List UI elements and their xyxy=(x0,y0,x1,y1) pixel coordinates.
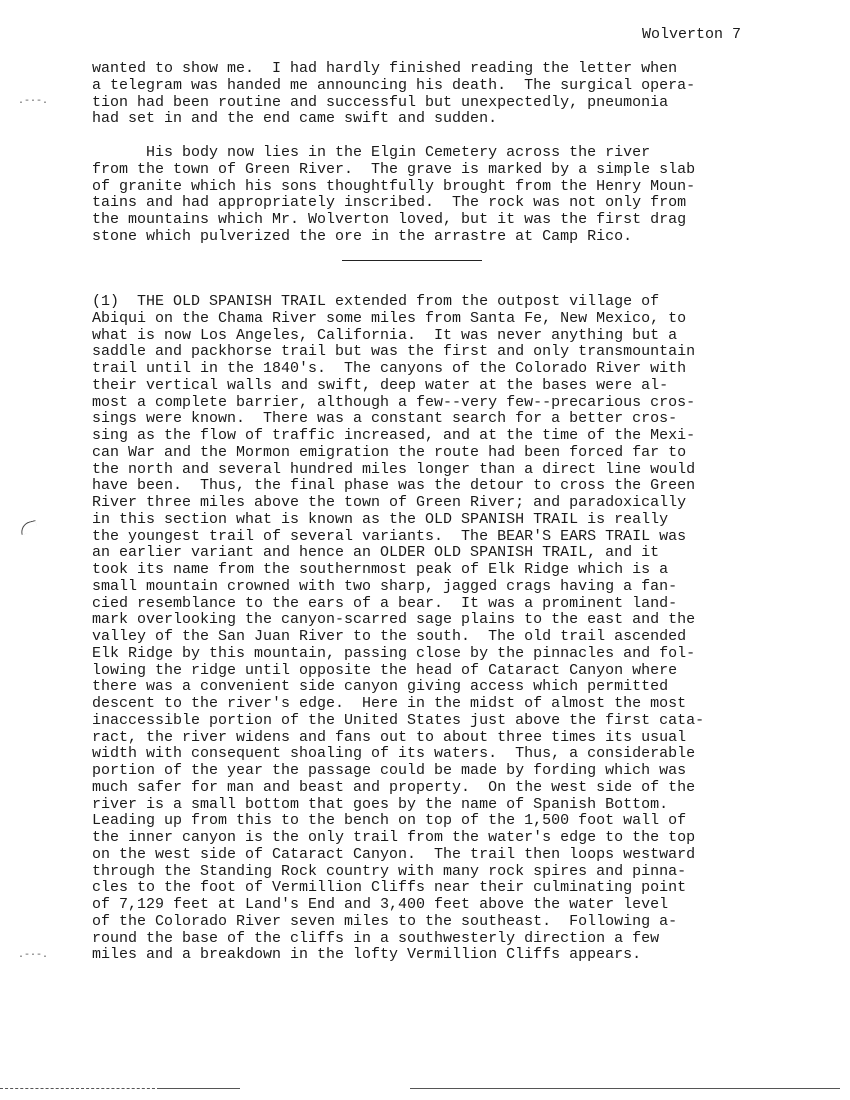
page-number: Wolverton 7 xyxy=(642,26,742,43)
text-line: much safer for man and beast and property. On the west side of the xyxy=(92,778,696,796)
text-line: tains and had appropriately inscribed. The rock was not only from xyxy=(92,194,687,212)
text-line: width with consequent shoaling of its waters. Thus, a considerable xyxy=(92,745,696,763)
text-line: of 7,129 feet at Land's End and 3,400 feet above the water level xyxy=(92,896,669,913)
text-line: from the town of Green River. The grave is marked by a simple slab xyxy=(92,160,696,178)
text-line: what is now Los Angeles, California. It was never anything but a xyxy=(92,326,678,344)
text-line: of the Colorado River seven miles to the southeast. Following a- xyxy=(92,912,678,930)
text-line: Elk Ridge by this mountain, passing close by the pinnacles and fol- xyxy=(92,644,696,662)
margin-curve-mark xyxy=(19,520,38,535)
text-line: through the Standing Rock country with many rock spires and pinna- xyxy=(92,862,687,880)
scan-edge-line xyxy=(0,1088,160,1089)
text-line: inaccessible portion of the United States just above the first cata- xyxy=(92,711,705,729)
text-line: stone which pulverized the ore in the arrastre at Camp Rico. xyxy=(92,227,633,245)
footnote-separator xyxy=(342,260,482,261)
paragraph-2 xyxy=(92,145,695,246)
paragraph-1 xyxy=(92,61,695,128)
text-line: can War and the Mormon emigration the route had been forced far to xyxy=(92,443,687,461)
text-line: mark overlooking the canyon-scarred sage plains to the east and the xyxy=(92,611,696,629)
text-line: there was a convenient side canyon giving access which permitted xyxy=(92,678,669,696)
text-line: a telegram was handed me announcing his death. The surgical opera- xyxy=(92,76,696,94)
text-line: River three miles above the town of Green River; and paradoxically xyxy=(92,494,687,511)
text-line: saddle and packhorse trail but was the first and only transmountain xyxy=(92,343,696,361)
text-line: the mountains which Mr. Wolverton loved, but it was the first drag xyxy=(92,211,687,228)
text-line: (1) THE OLD SPANISH TRAIL extended from the outpost village of xyxy=(92,293,660,310)
scan-edge-line xyxy=(160,1088,240,1089)
text-line: round the base of the cliffs in a southwesterly direction a few xyxy=(92,929,660,947)
text-line: on the west side of Cataract Canyon. The trail then loops westward xyxy=(92,845,696,863)
text-line: His body now lies in the Elgin Cemetery across the river xyxy=(92,144,651,161)
text-line: valley of the San Juan River to the south. The old trail ascended xyxy=(92,628,687,645)
text-line: have been. Thus, the final phase was the detour to cross the Green xyxy=(92,477,696,495)
text-line: small mountain crowned with two sharp, jagged crags having a fan- xyxy=(92,577,678,595)
text-line: the north and several hundred miles longer than a direct line would xyxy=(92,460,696,478)
text-line: portion of the year the passage could be made by fording which was xyxy=(92,762,687,779)
text-line: sing as the flow of traffic increased, and at the time of the Mexi- xyxy=(92,427,696,444)
text-line: river is a small bottom that goes by the name of Spanish Bottom. xyxy=(92,795,669,813)
text-line: descent to the river's edge. Here in the midst of almost the most xyxy=(92,695,687,712)
text-line: in this section what is known as the OLD SPANISH TRAIL is really xyxy=(92,510,669,528)
scan-edge-line xyxy=(410,1088,840,1089)
margin-mark: .-·-. xyxy=(18,96,49,107)
text-line: cles to the foot of Vermillion Cliffs near their culminating point xyxy=(92,879,687,897)
text-line: most a complete barrier, although a few--very few--precarious cros- xyxy=(92,393,696,411)
text-line: cied resemblance to the ears of a bear. It was a prominent land- xyxy=(92,594,678,612)
text-line: had set in and the end came swift and sudden. xyxy=(92,110,498,128)
text-line: Leading up from this to the bench on top of the 1,500 foot wall of xyxy=(92,812,687,830)
text-line: an earlier variant and hence an OLDER OLD SPANISH TRAIL, and it xyxy=(92,544,660,562)
text-line: took its name from the southernmost peak of Elk Ridge which is a xyxy=(92,561,669,578)
text-line: tion had been routine and successful but unexpectedly, pneumonia xyxy=(92,93,669,111)
text-line: their vertical walls and swift, deep water at the bases were al- xyxy=(92,376,669,394)
text-line: of granite which his sons thoughtfully brought from the Henry Moun- xyxy=(92,177,696,195)
text-line: ract, the river widens and fans out to about three times its usual xyxy=(92,728,687,746)
text-line: wanted to show me. I had hardly finished reading the letter when xyxy=(92,60,678,77)
text-line: trail until in the 1840's. The canyons of the Colorado River with xyxy=(92,360,687,377)
text-line: lowing the ridge until opposite the head of Cataract Canyon where xyxy=(92,661,678,679)
text-line: the youngest trail of several variants. The BEAR'S EARS TRAIL was xyxy=(92,527,687,545)
footnote-1 xyxy=(92,294,704,964)
text-line: miles and a breakdown in the lofty Vermillion Cliffs appears. xyxy=(92,946,642,964)
text-line: the inner canyon is the only trail from the water's edge to the top xyxy=(92,829,696,846)
text-line: sings were known. There was a constant search for a better cros- xyxy=(92,410,678,428)
text-line: Abiqui on the Chama River some miles from Santa Fe, New Mexico, to xyxy=(92,309,687,327)
margin-mark: .-·-. xyxy=(18,950,49,961)
